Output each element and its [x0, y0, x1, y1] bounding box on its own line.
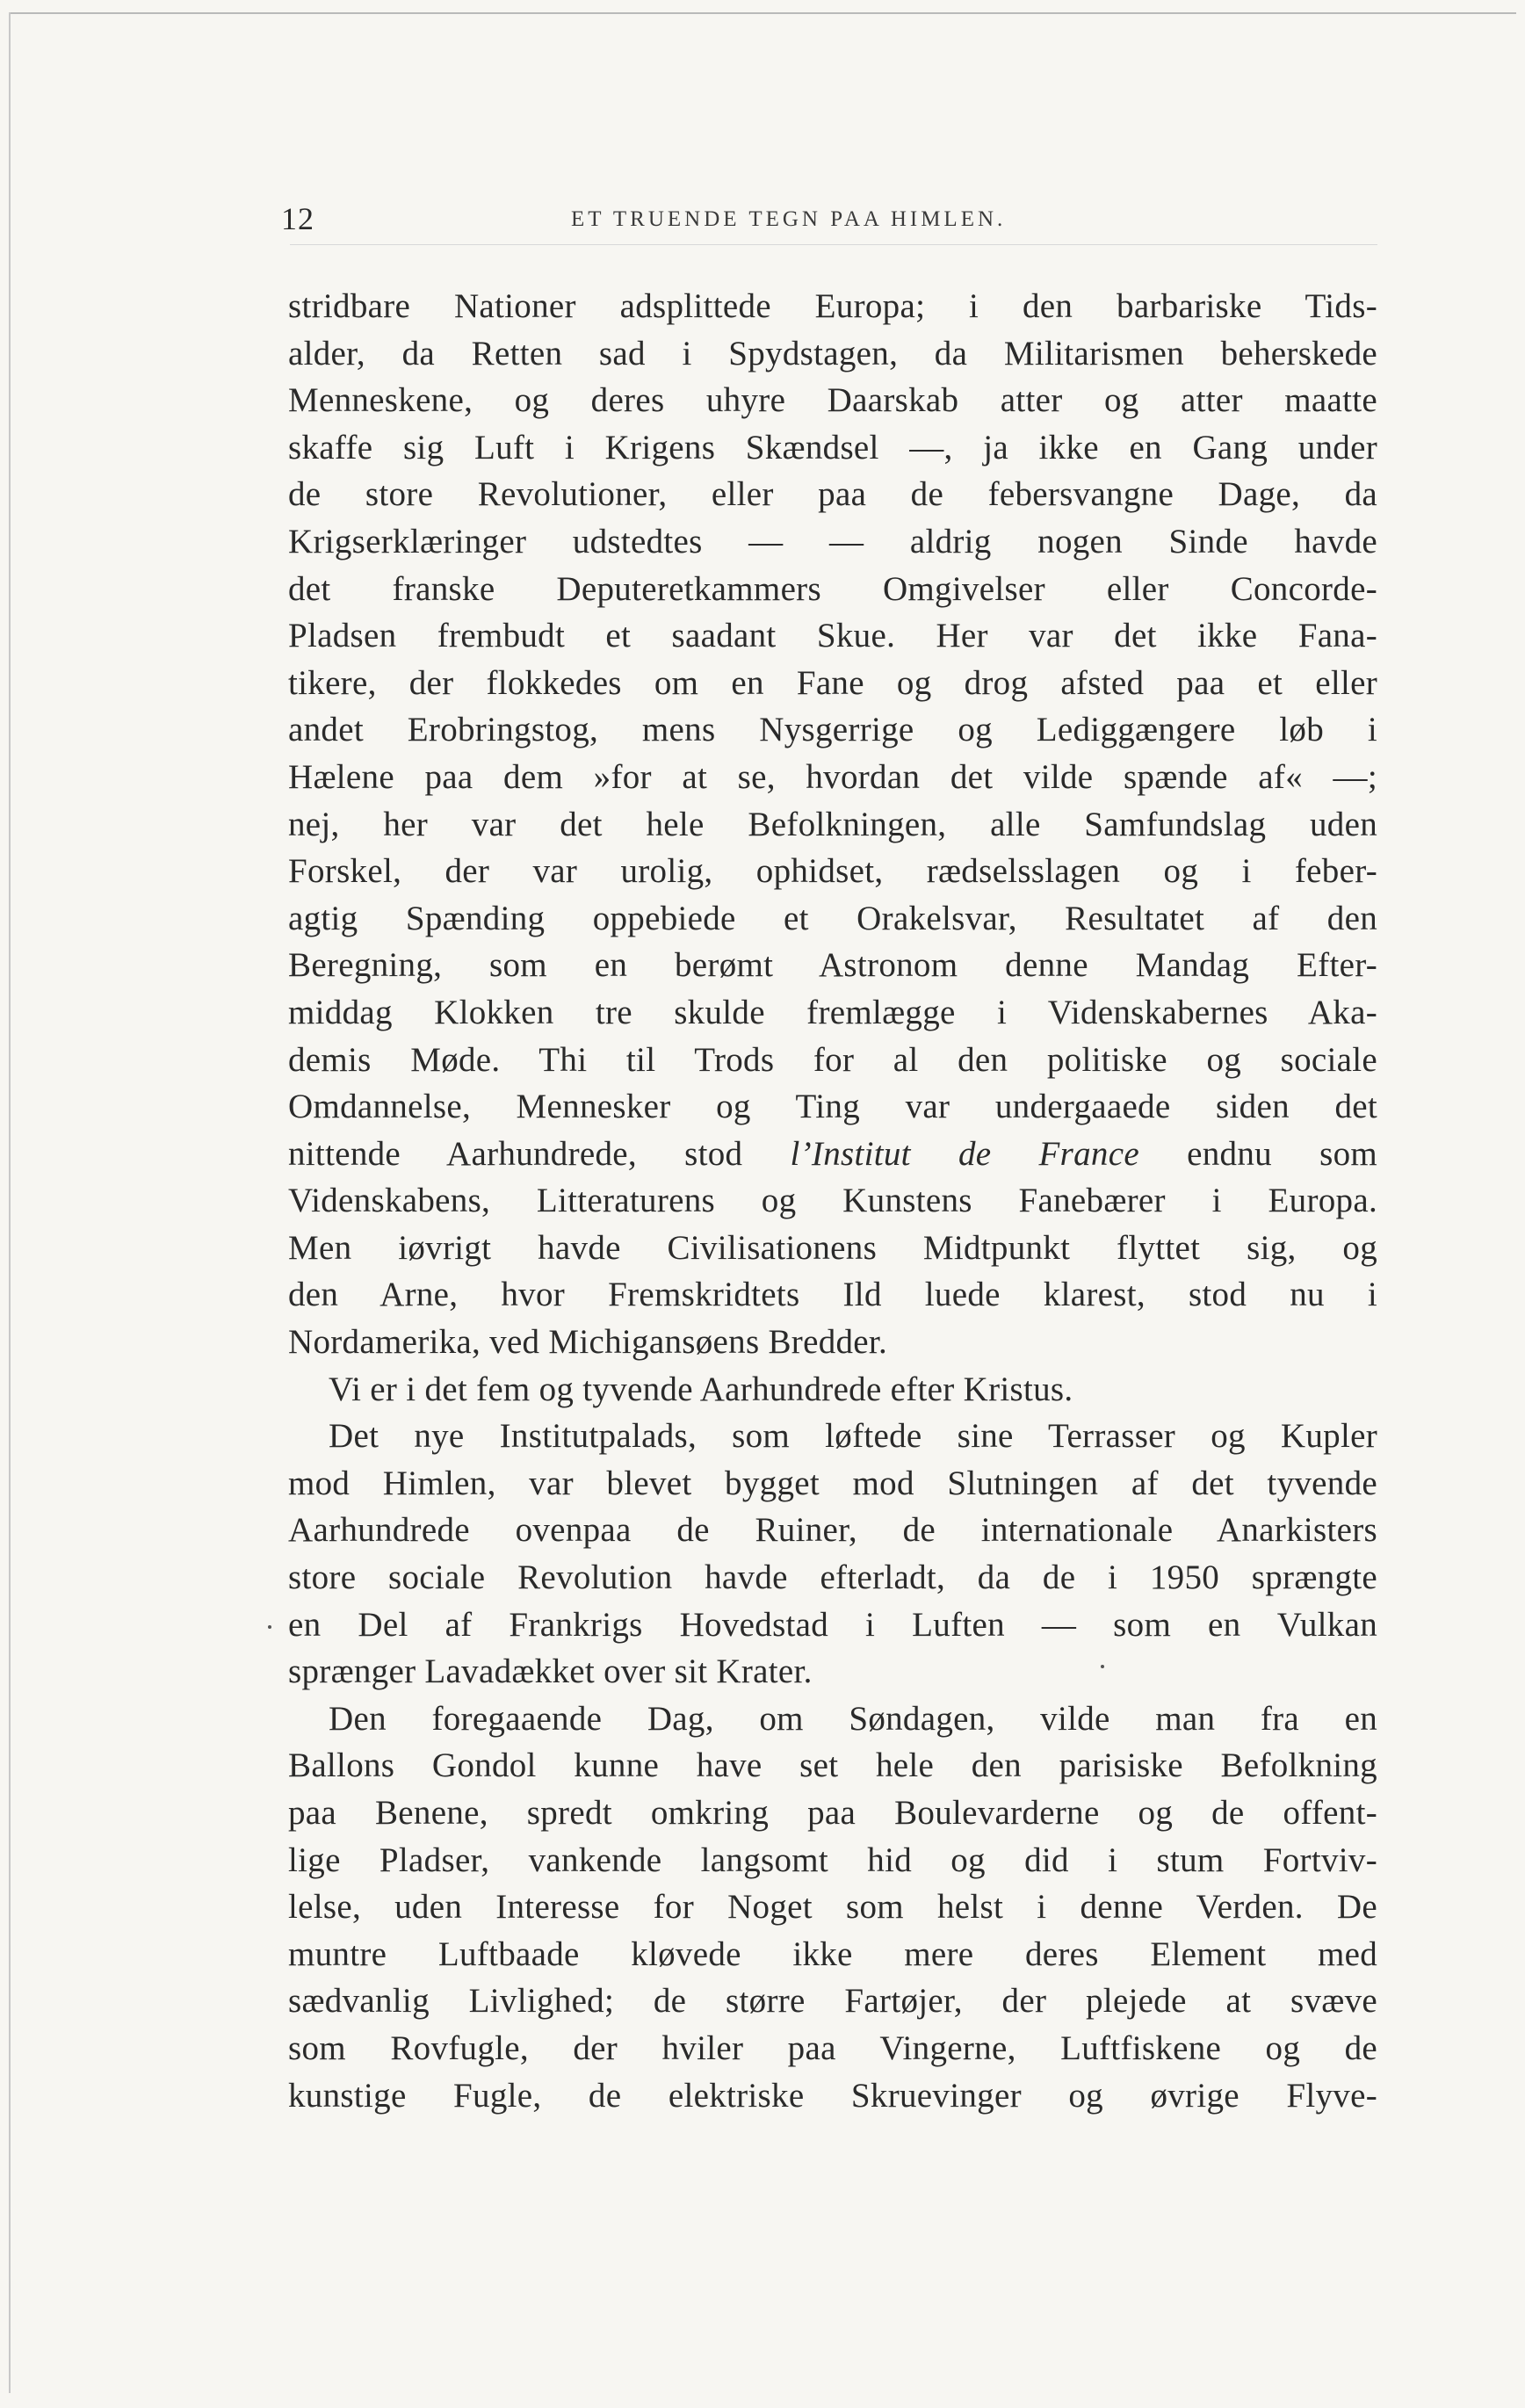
- text-segment: nittende Aarhundrede, stod: [288, 1134, 743, 1173]
- text-line: Forskel, der var urolig, ophidset, rædselsslagen og i feber-: [288, 852, 1377, 891]
- text-line: Vi er i det fem og tyvende Aarhundrede efter Kristus.: [329, 1370, 1073, 1408]
- text-line: lelse, uden Interesse for Noget som helst i denne Verden. De: [288, 1888, 1377, 1927]
- text-line-with-italic: [288, 1131, 1377, 1178]
- text-line: mod Himlen, var blevet bygget mod Slutningen af det tyvende: [288, 1464, 1377, 1502]
- italic-phrase: l’Institut de France: [790, 1134, 1139, 1173]
- text-line: skaffe sig Luft i Krigens Skændsel —, ja ikke en Gang under: [288, 428, 1377, 466]
- text-line: Men iøvrigt havde Civilisationens Midtpunkt flyttet sig, og: [288, 1228, 1377, 1267]
- text-line: tikere, der flokkedes om en Fane og drog afsted paa et eller: [288, 663, 1377, 702]
- text-line: Aarhundrede ovenpaa de Ruiner, de internationale Anarkisters: [288, 1511, 1377, 1550]
- text-line: middag Klokken tre skulde fremlægge i Videnskabernes Aka-: [288, 993, 1377, 1031]
- scan-speck: [268, 1625, 271, 1629]
- text-line: Pladsen frembudt et saadant Skue. Her var det ikke Fana-: [288, 617, 1377, 655]
- text-line: kunstige Fugle, de elektriske Skruevinger og øvrige Flyve-: [288, 2076, 1377, 2115]
- text-line: lige Pladser, vankende langsomt hid og did i stum Fortviv-: [288, 1840, 1377, 1879]
- text-segment: endnu som: [1138, 1134, 1378, 1173]
- page-header: [281, 200, 1377, 244]
- text-line: andet Erobringstog, mens Nysgerrige og Lediggængere løb i: [288, 711, 1377, 749]
- text-line: alder, da Retten sad i Spydstagen, da Militarismen beherskede: [288, 334, 1377, 372]
- text-line: store sociale Revolution havde efterladt, da de i 1950 sprængte: [288, 1558, 1377, 1597]
- text-line: Videnskabens, Litteraturens og Kunstens Fanebærer i Europa.: [288, 1182, 1377, 1220]
- running-title: ET TRUENDE TEGN PAA HIMLEN.: [571, 207, 1007, 231]
- text-line: Den foregaaende Dag, om Søndagen, vilde man fra en: [329, 1699, 1377, 1738]
- text-line: Hælene paa dem »for at se, hvordan det vilde spænde af« —;: [288, 757, 1377, 796]
- text-line: Krigserklæringer udstedtes — — aldrig nogen Sinde havde: [288, 522, 1377, 560]
- text-line: demis Møde. Thi til Trods for al den politiske og sociale: [288, 1040, 1377, 1079]
- page-left-edge: [9, 12, 11, 2393]
- header-rule: [290, 244, 1377, 245]
- text-line: nej, her var det hele Befolkningen, alle Samfundslag uden: [288, 805, 1377, 843]
- text-line: det franske Deputeretkammers Omgivelser eller Concorde-: [288, 569, 1377, 608]
- text-line: Omdannelse, Mennesker og Ting var undergaaede siden det: [288, 1088, 1377, 1126]
- text-line: Beregning, som en berømt Astronom denne Mandag Efter-: [288, 946, 1377, 985]
- text-line: stridbare Nationer adsplittede Europa; i den barbariske Tids-: [288, 287, 1377, 325]
- text-line: den Arne, hvor Fremskridtets Ild luede klarest, stod nu i: [288, 1276, 1377, 1314]
- text-line: Menneskene, og deres uhyre Daarskab atter og atter maatte: [288, 381, 1377, 420]
- text-line: Det nye Institutpalads, som løftede sine Terrasser og Kupler: [329, 1417, 1377, 1456]
- text-line: Ballons Gondol kunne have set hele den parisiske Befolkning: [288, 1746, 1377, 1785]
- text-line: sprænger Lavadækket over sit Krater.: [288, 1652, 813, 1691]
- text-line: sædvanlig Livlighed; de større Fartøjer, der plejede at svæve: [288, 1982, 1377, 2021]
- text-line: som Rovfugle, der hviler paa Vingerne, Luftfiskene og de: [288, 2028, 1377, 2067]
- text-line: en Del af Frankrigs Hovedstad i Luften — som en Vulkan: [288, 1605, 1377, 1644]
- body-text: [288, 283, 1377, 2119]
- text-line: de store Revolutioner, eller paa de febersvangne Dage, da: [288, 475, 1377, 514]
- text-line: agtig Spænding oppebiede et Orakelsvar, Resultatet af den: [288, 899, 1377, 937]
- scan-speck: [1101, 1665, 1104, 1668]
- text-line: muntre Luftbaade kløvede ikke mere deres Element med: [288, 1934, 1377, 1973]
- text-line: Nordamerika, ved Michigansøens Bredder.: [288, 1323, 888, 1362]
- page-number: 12: [281, 201, 314, 236]
- page-top-edge: [9, 12, 1516, 14]
- text-line: paa Benene, spredt omkring paa Boulevarderne og de offent-: [288, 1794, 1377, 1832]
